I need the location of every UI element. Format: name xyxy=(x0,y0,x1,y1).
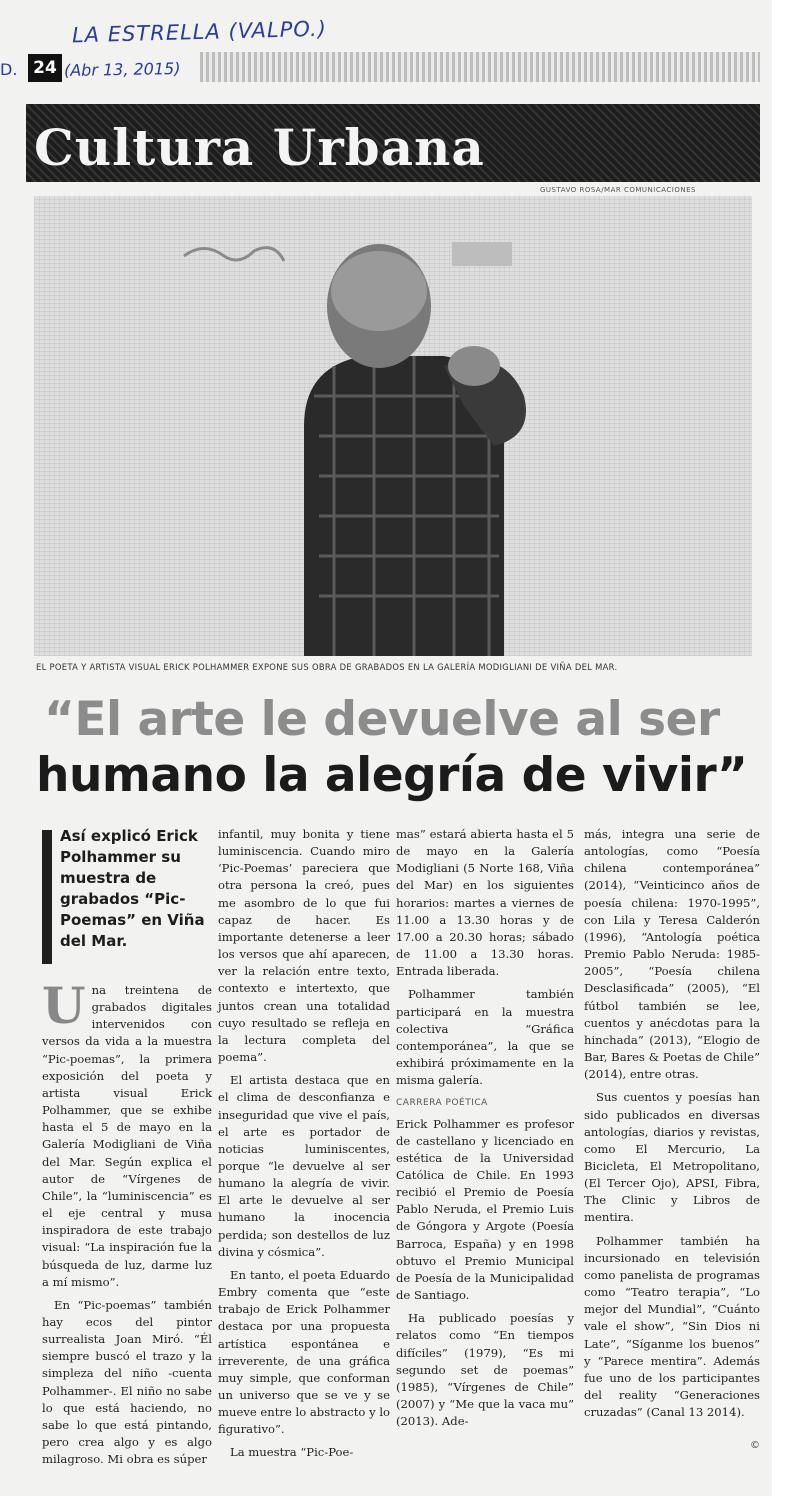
col3-paragraph-3: Erick Polhammer es profesor de castellano y licenciado en estética de la Universidad Católica de Chile. En 1993 recibió el Premio de Poesía Pablo Neruda, el Premio Luis de Góngora y Argote (Poesía Barroca, España) y en 1998 obtuvo el Premio Municipal de Poesía de la Municipalidad de Santiago. xyxy=(396,1116,574,1303)
end-of-article-mark: © xyxy=(750,1440,760,1451)
col2-paragraph-1: infantil, muy bonita y tiene luminiscencia. Cuando miro ‘Pic-Poemas’ pareciera que otra persona la creó, pues me asombro de lo que fui capaz de hacer. Es importante detenerse a leer los versos que ahí aparecen, ver la relación entre texto, contexto e intertexto, que juntos crean una totalidad cuyo resultado se refleja en la lectura completa del poema”. xyxy=(218,827,390,1065)
article-column-2 xyxy=(218,826,390,1468)
col3-paragraph-2: Polhammer también participará en la muestra colectiva “Gráfica contemporánea”, la que se exhibirá próximamente en la misma galería. xyxy=(396,987,574,1088)
col4-paragraph-2: Sus cuentos y poesías han sido publicados en diversas antologías, diarios y revistas, como El Mercurio, La Bicicleta, El Metropolitano, (El Tercer Ojo), APSI, Fibra, The Clinic y Libros de mentira. xyxy=(584,1090,760,1225)
lead-bar xyxy=(42,830,52,964)
col2-paragraph-2: El artista destaca que en el clima de desconfianza e inseguridad que vive el país, el arte es portador de noticias luminiscentes, porque “le devuelve al ser humano la alegría de vivir. El arte le devuelve al ser humano la inocencia perdida; son destellos de luz divina y cósmica”. xyxy=(218,1073,390,1259)
section-subhead: CARRERA POÉTICA xyxy=(396,1098,488,1109)
headline-line-2: humano la alegría de vivir” xyxy=(36,748,748,803)
scan-margin xyxy=(772,0,800,1496)
article-headline xyxy=(36,692,762,804)
article-column-1 xyxy=(42,976,212,1474)
handwritten-left-mark: D. xyxy=(0,60,18,79)
col4-paragraph-1: más, integra una serie de antologías, como “Poesía chilena contemporánea” (2014), “Veinticinco años de poesía chilena: 1970-1995”, con Lila y Teresa Calderón (1996), “Antología poética Premio Pablo Neruda: 1985-2005”, “Poesía chilena Desclasificada” (2005), “El fútbol también se lee, cuentos y anécdotas para la hinchada” (2013), “Elogio de Bar, Bares & Poetas de Chile” (2014), entre otras. xyxy=(584,827,760,1082)
page-number: 24 xyxy=(28,54,62,82)
lead-text: Así explicó Erick Polhammer su muestra de grabados “Pic-Poemas” en Viña del Mar. xyxy=(60,827,205,950)
col3-paragraph-4: Ha publicado poesías y relatos como “En tiempos difíciles” (1979), “Es mi segundo set de poemas” (1985), “Vírgenes de Chile” (2007) y “Me que la vaca mu” (2013). Ade- xyxy=(396,1311,574,1429)
col2-paragraph-3: En tanto, el poeta Eduardo Embry comenta que “este trabajo de Erick Polhammer destaca por una propuesta artística espontánea e irreverente, de una gráfica muy simple, que conforman un universo que se ve y se mueve entre lo abstracto y lo figurativo”. xyxy=(218,1267,391,1437)
article-column-3 xyxy=(396,826,574,1436)
col3-paragraph-1: mas” estará abierta hasta el 5 de mayo en la Galería Modigliani (5 Norte 168, Viña del Mar) en los siguientes horarios: martes a viernes de 11.00 a 13.30 horas y de 17.00 a 20.30 horas; sábado de 11.00 a 13.30 horas. Entrada liberada. xyxy=(396,827,574,979)
section-title: Cultura Urbana xyxy=(34,118,485,177)
lead-box xyxy=(42,826,210,964)
photo-credit: GUSTAVO ROSA/MAR COMUNICACIONES xyxy=(540,186,696,194)
header-pattern-rule xyxy=(200,52,760,82)
drop-cap: U xyxy=(42,976,86,1035)
col1-p1-text: na treintena de grabados digitales intervenidos con versos da vida a la muestra “Pic-poemas”, la primera exposición del poeta y artista visual Erick Polhammer, que se exhibe hasta el 5 de mayo en la Galería Modigliani de Viña del Mar. Según explica el autor de “Vírgenes de Chile”, la “luminiscencia” es el eje central y musa inspiradora de este trabajo visual: “La inspiración fue la búsqueda de luz, darme luz a mí mismo”. xyxy=(42,983,212,1289)
photo-caption: EL POETA Y ARTISTA VISUAL ERICK POLHAMMER EXPONE SUS OBRA DE GRABADOS EN LA GALERÍA MODIGLIANI DE VIÑA DEL MAR. xyxy=(36,662,618,672)
handwritten-paper-name: LA ESTRELLA (VALPO.) xyxy=(71,16,328,48)
handwritten-date: (Abr 13, 2015) xyxy=(63,58,181,81)
portrait-illustration xyxy=(34,196,752,656)
headline-line-1: “El arte le devuelve al ser xyxy=(44,692,720,747)
col4-paragraph-3: Polhammer también ha incursionado en televisión como panelista de programas como “Teatro terapia”, “Lo mejor del Mundial”, “Cuánto vale el show”, “Sin Dios ni Late”, “Síganme los buenos” y “Parece mentira”. Además fue uno de los participantes del reality “Generaciones cruzadas” (Canal 13 2014). xyxy=(584,1233,760,1420)
article-column-4 xyxy=(584,826,760,1427)
col2-paragraph-4: La muestra “Pic-Poe- xyxy=(230,1445,354,1460)
article-photo xyxy=(34,196,752,656)
col1-paragraph-1 xyxy=(42,976,212,1291)
col1-paragraph-2: En “Pic-poemas” también hay ecos del pintor surrealista Joan Miró. “Él siempre buscó el trazo y la simpleza del niño -cuenta Polhammer-. El niño no sabe lo que está haciendo, no sabe lo que está pintando, pero crea algo y es algo milagroso. Mi obra es súper xyxy=(42,1297,212,1467)
